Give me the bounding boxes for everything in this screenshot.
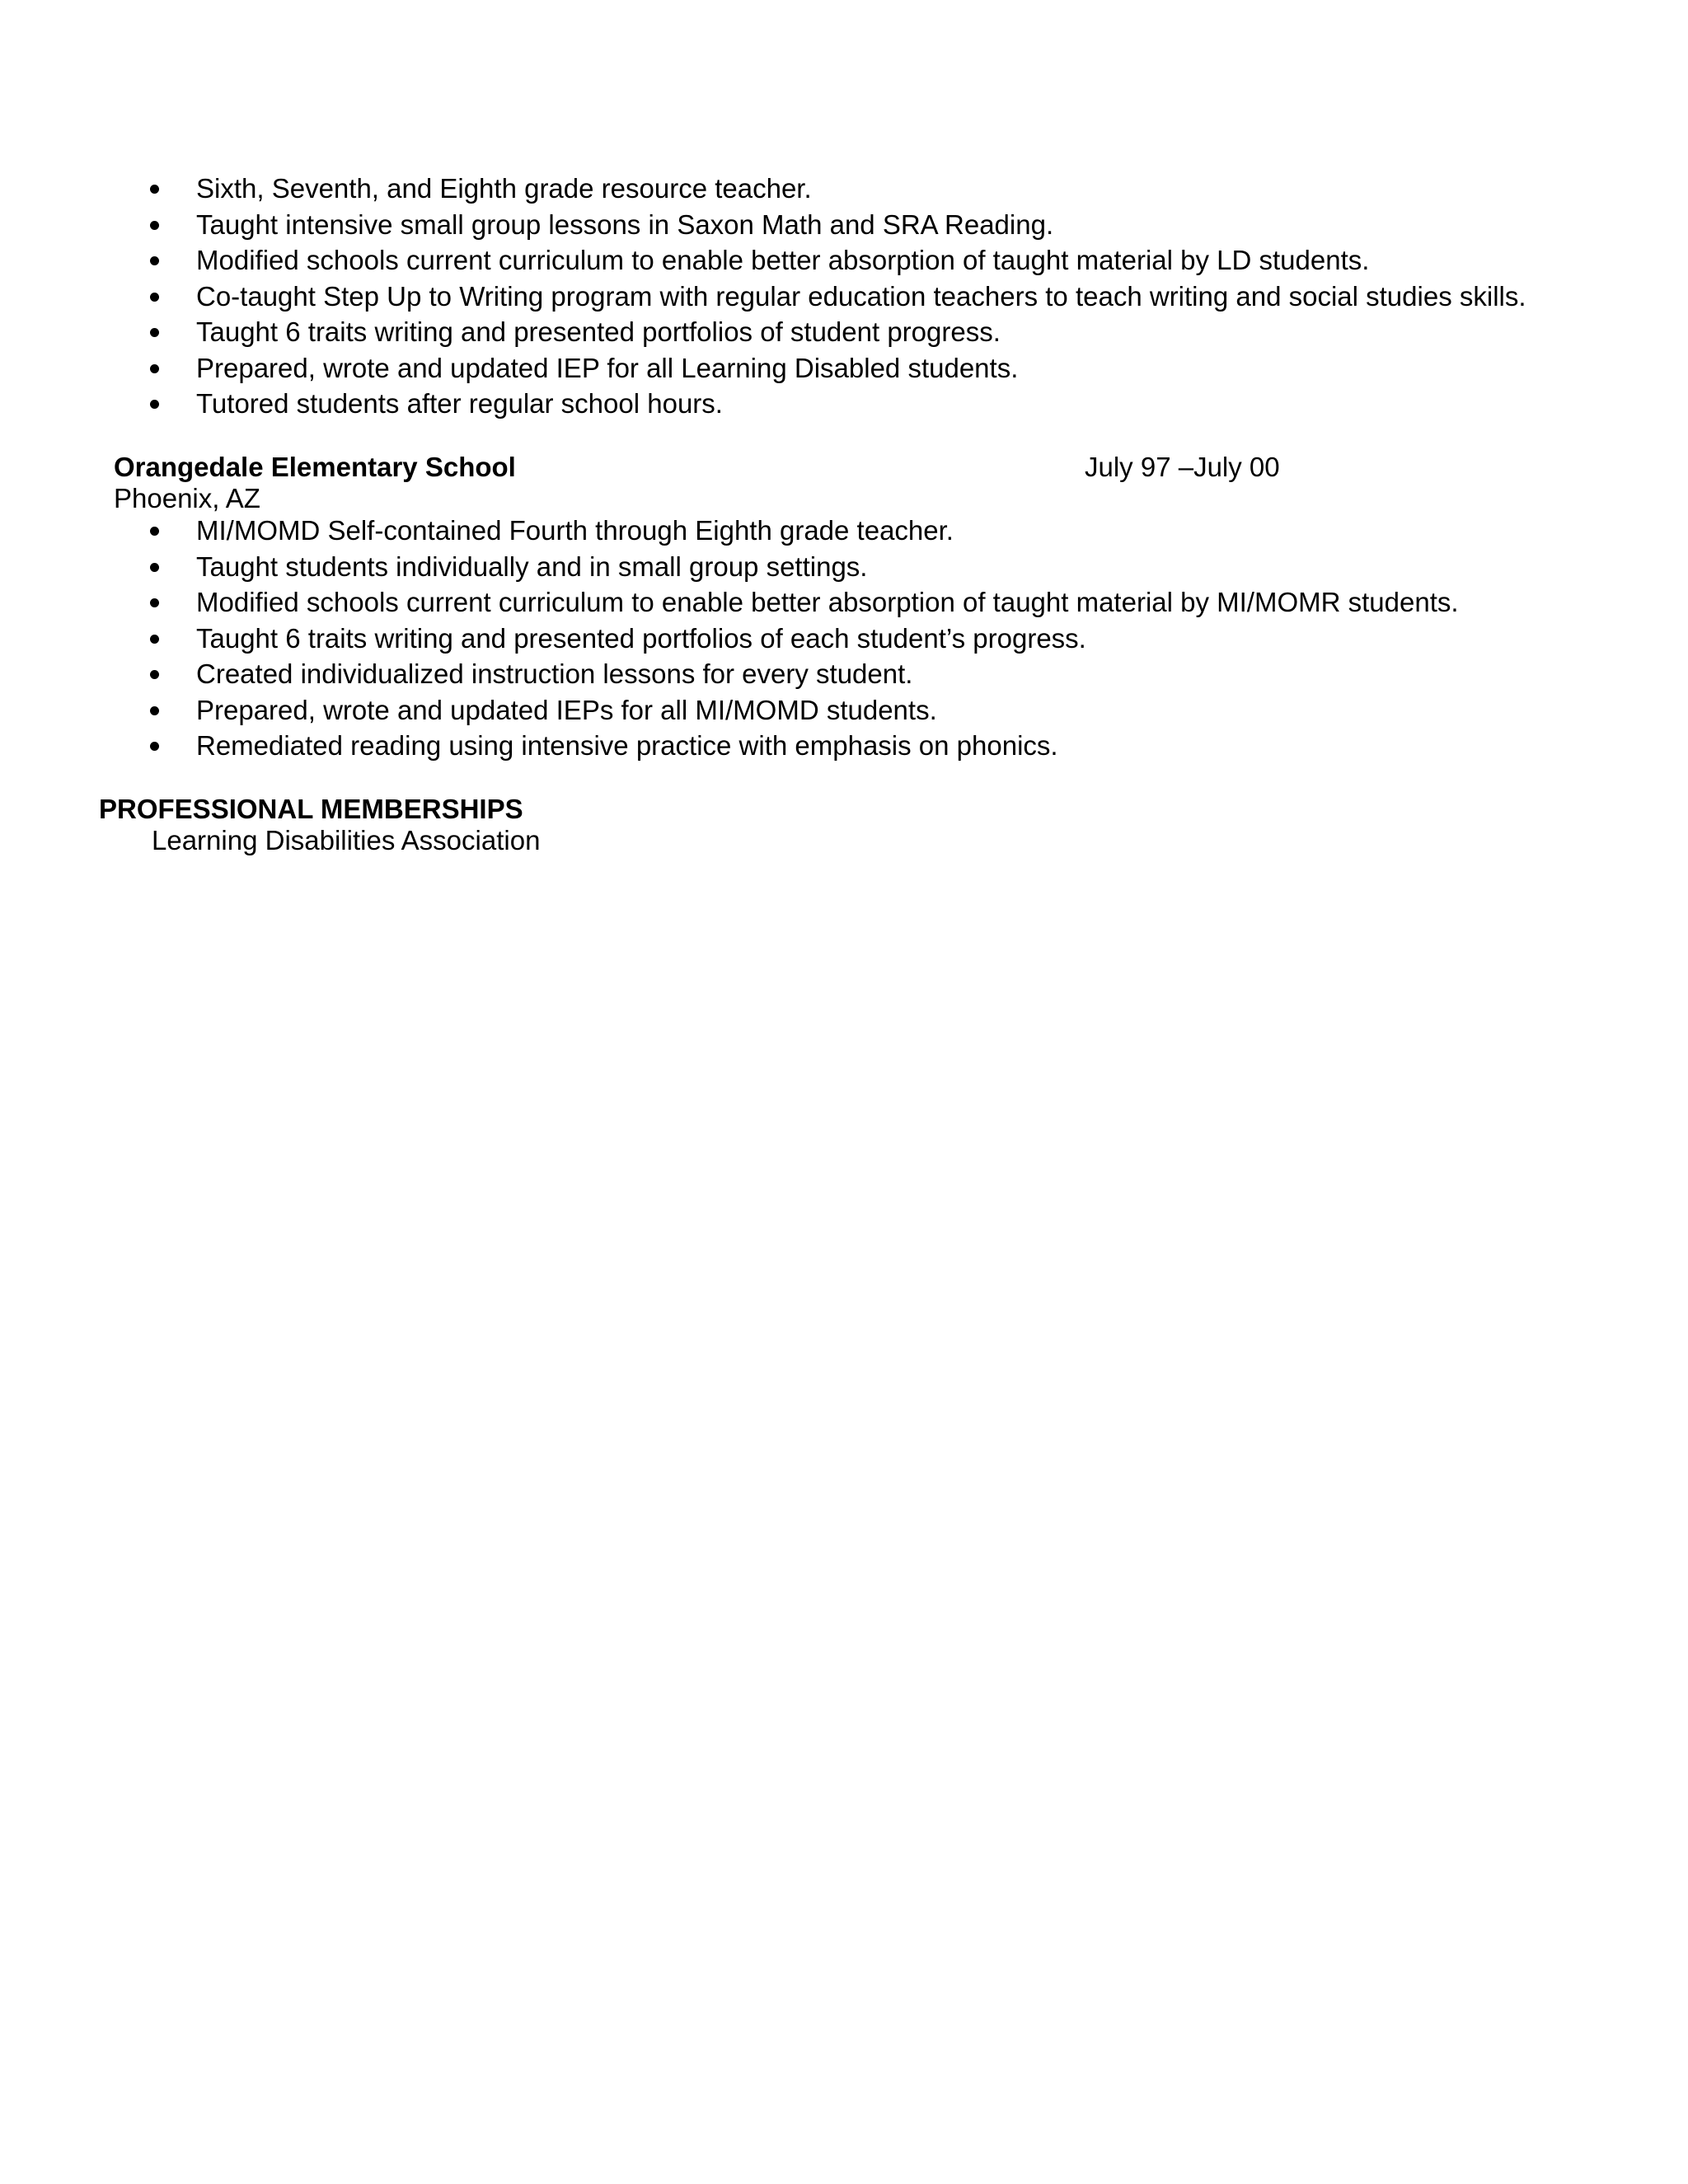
bullet-icon <box>150 598 159 607</box>
list-item-text: Modified schools current curriculum to enable better absorption of taught material by MI/MOMR students. <box>196 587 1459 617</box>
list-item-text: Prepared, wrote and updated IEPs for all MI/MOMD students. <box>196 694 937 725</box>
bullet-icon <box>150 185 159 194</box>
employment-dates: July 97 –July 00 <box>1085 452 1280 482</box>
bullet-icon <box>150 293 159 302</box>
bullet-icon <box>150 670 159 679</box>
list-item-text: Taught 6 traits writing and presented portfolios of student progress. <box>196 316 1001 347</box>
bullet-icon <box>150 706 159 715</box>
employer-location: Phoenix, AZ <box>114 483 260 513</box>
bullet-icon <box>150 364 159 373</box>
list-item-text: Prepared, wrote and updated IEP for all Learning Disabled students. <box>196 352 1019 383</box>
list-item-text: Created individualized instruction lessons for every student. <box>196 658 913 689</box>
bullet-icon <box>150 563 159 572</box>
section-heading-memberships: PROFESSIONAL MEMBERSHIPS <box>99 794 523 824</box>
bullet-icon <box>150 328 159 337</box>
employer-name: Orangedale Elementary School <box>114 452 516 482</box>
bullet-icon <box>150 221 159 230</box>
list-item-text: Remediated reading using intensive practice with emphasis on phonics. <box>196 730 1058 761</box>
list-item-text: Taught students individually and in small group settings. <box>196 551 868 582</box>
bullet-icon <box>150 400 159 409</box>
list-item-text: MI/MOMD Self-contained Fourth through Eighth grade teacher. <box>196 515 954 546</box>
list-item-text: Tutored students after regular school hours. <box>196 388 723 419</box>
list-item-text: Taught intensive small group lessons in Saxon Math and SRA Reading. <box>196 209 1054 240</box>
bullet-icon <box>150 256 159 265</box>
list-item-text: Sixth, Seventh, and Eighth grade resource teacher. <box>196 173 812 204</box>
list-item-text: Taught 6 traits writing and presented portfolios of each student’s progress. <box>196 622 1086 654</box>
membership-item: Learning Disabilities Association <box>152 825 541 855</box>
bullet-icon <box>150 742 159 751</box>
list-item-text: Modified schools current curriculum to enable better absorption of taught material by LD students. <box>196 245 1370 275</box>
bullet-icon <box>150 635 159 644</box>
bullet-icon <box>150 527 159 536</box>
list-item-text: Co-taught Step Up to Writing program with regular education teachers to teach writing and social studies skills. <box>196 280 1526 312</box>
